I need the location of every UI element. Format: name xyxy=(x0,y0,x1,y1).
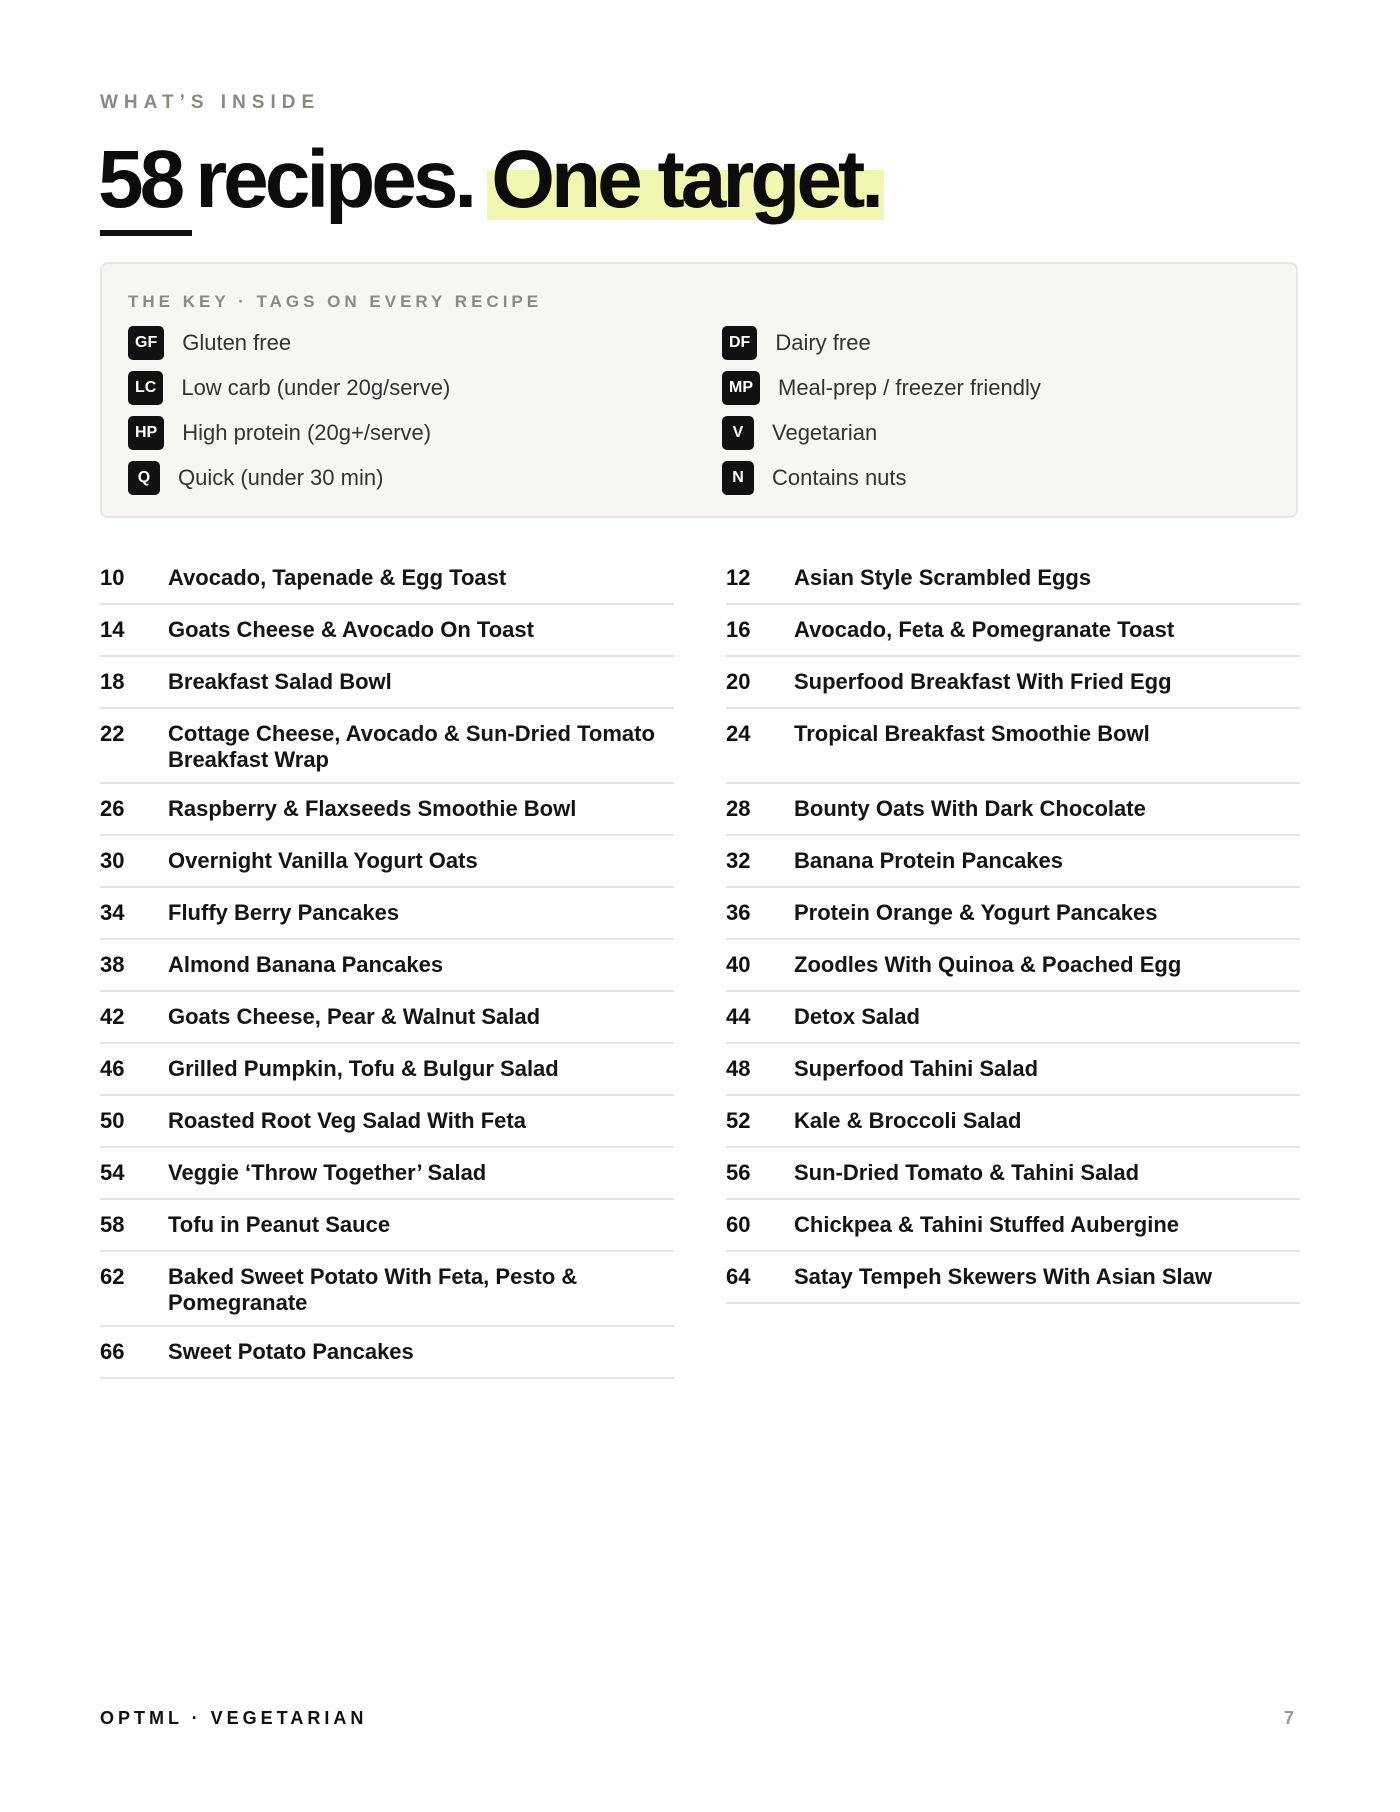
toc-recipe-title: Baked Sweet Potato With Feta, Pesto & Pomegranate xyxy=(168,1264,578,1315)
toc-entry[interactable] xyxy=(100,1327,674,1379)
key-label: Meal-prep / freezer friendly xyxy=(778,375,1041,400)
key-label: Low carb (under 20g/serve) xyxy=(181,375,451,400)
toc-page-number: 66 xyxy=(100,1339,125,1364)
toc-recipe-title: Banana Protein Pancakes xyxy=(794,848,1064,873)
toc-recipe-title: Goats Cheese & Avocado On Toast xyxy=(168,617,534,642)
key-label: Dairy free xyxy=(775,330,871,355)
tag-badge: V xyxy=(722,416,754,450)
tag-badge: Q xyxy=(128,461,160,495)
footer-brand: OPTML · VEGETARIAN xyxy=(100,1708,368,1728)
key-label: High protein (20g+/serve) xyxy=(182,420,432,445)
toc-page-number: 30 xyxy=(100,848,125,873)
toc-entry[interactable] xyxy=(726,940,1300,992)
toc-recipe-title: Almond Banana Pancakes xyxy=(168,952,444,977)
eyebrow-label: WHAT’S INSIDE xyxy=(100,92,321,113)
toc-entry[interactable] xyxy=(726,1148,1300,1200)
toc-page-number: 50 xyxy=(100,1108,125,1133)
toc-entry[interactable] xyxy=(100,940,674,992)
toc-left-column xyxy=(100,553,674,1379)
toc-page-number: 38 xyxy=(100,952,125,977)
title-count: 58 xyxy=(98,134,182,225)
toc-page-number: 22 xyxy=(100,721,125,746)
toc-page-number: 36 xyxy=(726,900,751,925)
toc-recipe-title: Zoodles With Quinoa & Poached Egg xyxy=(794,952,1182,977)
toc-recipe-title: Superfood Tahini Salad xyxy=(794,1056,1039,1081)
toc-page-number: 18 xyxy=(100,669,125,694)
toc-entry[interactable] xyxy=(100,784,674,836)
toc-page-number: 26 xyxy=(100,796,125,821)
toc-page-number: 28 xyxy=(726,796,751,821)
toc-page-number: 58 xyxy=(100,1212,125,1237)
toc-page-number: 46 xyxy=(100,1056,125,1081)
toc-entry[interactable] xyxy=(726,553,1300,605)
key-label: Vegetarian xyxy=(772,420,878,445)
toc-entry[interactable] xyxy=(726,1252,1300,1304)
toc-recipe-title: Detox Salad xyxy=(794,1004,920,1029)
toc-recipe-title: Protein Orange & Yogurt Pancakes xyxy=(794,900,1158,925)
key-item-dairy-free xyxy=(722,326,871,360)
toc-recipe-title: Tropical Breakfast Smoothie Bowl xyxy=(794,721,1150,746)
toc-page-number: 40 xyxy=(726,952,751,977)
key-item-high-protein xyxy=(128,416,431,450)
key-item-quick xyxy=(128,461,383,495)
toc-recipe-title: Bounty Oats With Dark Chocolate xyxy=(794,796,1146,821)
toc-recipe-title: Veggie ‘Throw Together’ Salad xyxy=(168,1160,487,1185)
toc-recipe-title: Satay Tempeh Skewers With Asian Slaw xyxy=(794,1264,1212,1289)
toc-page-number: 12 xyxy=(726,565,751,590)
toc-entry[interactable] xyxy=(100,709,674,784)
tag-badge: MP xyxy=(722,371,760,405)
title-recipes: recipes. xyxy=(195,134,474,225)
toc-entry[interactable] xyxy=(726,784,1300,836)
key-label: Gluten free xyxy=(182,330,292,355)
toc-page-number: 20 xyxy=(726,669,751,694)
toc-entry[interactable] xyxy=(726,657,1300,709)
title-highlight: One target. xyxy=(487,130,884,230)
tag-badge: DF xyxy=(722,326,757,360)
toc-entry[interactable] xyxy=(100,836,674,888)
toc-page-number: 54 xyxy=(100,1160,125,1185)
toc-recipe-title: Superfood Breakfast With Fried Egg xyxy=(794,669,1172,694)
toc-page-number: 56 xyxy=(726,1160,751,1185)
toc-page-number: 44 xyxy=(726,1004,751,1029)
toc-page-number: 62 xyxy=(100,1264,125,1289)
toc-page-number: 64 xyxy=(726,1264,751,1289)
toc-entry[interactable] xyxy=(100,1200,674,1252)
toc-entry[interactable] xyxy=(726,709,1300,784)
tag-key-panel xyxy=(100,262,1298,518)
toc-right-column xyxy=(726,553,1300,1304)
toc-recipe-title: Chickpea & Tahini Stuffed Aubergine xyxy=(794,1212,1180,1237)
toc-entry[interactable] xyxy=(726,888,1300,940)
toc-recipe-title: Fluffy Berry Pancakes xyxy=(168,900,400,925)
toc-recipe-title: Tofu in Peanut Sauce xyxy=(168,1212,391,1237)
toc-entry[interactable] xyxy=(726,992,1300,1044)
toc-page-number: 32 xyxy=(726,848,751,873)
key-title: THE KEY · TAGS ON EVERY RECIPE xyxy=(128,292,543,311)
toc-page-number: 42 xyxy=(100,1004,125,1029)
key-item-meal-prep xyxy=(722,371,1041,405)
toc-recipe-title: Goats Cheese, Pear & Walnut Salad xyxy=(168,1004,541,1029)
toc-page-number: 34 xyxy=(100,900,125,925)
tag-badge: HP xyxy=(128,416,164,450)
toc-entry[interactable] xyxy=(100,553,674,605)
page-title xyxy=(98,130,884,230)
toc-recipe-title: Roasted Root Veg Salad With Feta xyxy=(168,1108,526,1133)
toc-entry[interactable] xyxy=(100,992,674,1044)
toc-recipe-title: Overnight Vanilla Yogurt Oats xyxy=(168,848,478,873)
key-item-gluten-free xyxy=(128,326,291,360)
toc-page-number: 10 xyxy=(100,565,125,590)
toc-recipe-title: Grilled Pumpkin, Tofu & Bulgur Salad xyxy=(168,1056,559,1081)
toc-page-number: 16 xyxy=(726,617,751,642)
toc-entry[interactable] xyxy=(726,1200,1300,1252)
toc-recipe-title: Sweet Potato Pancakes xyxy=(168,1339,414,1364)
toc-entry[interactable] xyxy=(726,605,1300,657)
toc-page-number: 48 xyxy=(726,1056,751,1081)
toc-recipe-title: Sun-Dried Tomato & Tahini Salad xyxy=(794,1160,1140,1185)
page-number: 7 xyxy=(1284,1708,1295,1728)
toc-entry[interactable] xyxy=(726,1096,1300,1148)
tag-badge: N xyxy=(722,461,754,495)
toc-page-number: 52 xyxy=(726,1108,751,1133)
key-label: Contains nuts xyxy=(772,465,907,490)
toc-recipe-title: Avocado, Feta & Pomegranate Toast xyxy=(794,617,1175,642)
toc-entry[interactable] xyxy=(100,1044,674,1096)
toc-entry[interactable] xyxy=(100,1148,674,1200)
key-label: Quick (under 30 min) xyxy=(178,465,384,490)
key-item-contains-nuts xyxy=(722,461,907,495)
toc-page-number: 24 xyxy=(726,721,751,746)
toc-entry[interactable] xyxy=(100,605,674,657)
key-item-vegetarian xyxy=(722,416,877,450)
toc-entry[interactable] xyxy=(726,1044,1300,1096)
toc-entry[interactable] xyxy=(100,888,674,940)
toc-recipe-title: Cottage Cheese, Avocado & Sun-Dried Tomato Breakfast Wrap xyxy=(168,721,655,772)
toc-page-number: 60 xyxy=(726,1212,751,1237)
tag-badge: LC xyxy=(128,371,163,405)
toc-entry[interactable] xyxy=(100,1096,674,1148)
title-underline xyxy=(100,230,192,236)
toc-entry[interactable] xyxy=(100,1252,674,1327)
toc-page-number: 14 xyxy=(100,617,125,642)
toc-entry[interactable] xyxy=(726,836,1300,888)
toc-recipe-title: Raspberry & Flaxseeds Smoothie Bowl xyxy=(168,796,577,821)
toc-recipe-title: Breakfast Salad Bowl xyxy=(168,669,392,694)
tag-badge: GF xyxy=(128,326,164,360)
toc-recipe-title: Avocado, Tapenade & Egg Toast xyxy=(168,565,507,590)
toc-recipe-title: Kale & Broccoli Salad xyxy=(794,1108,1022,1133)
key-item-low-carb xyxy=(128,371,450,405)
toc-recipe-title: Asian Style Scrambled Eggs xyxy=(794,565,1092,590)
toc-entry[interactable] xyxy=(100,657,674,709)
